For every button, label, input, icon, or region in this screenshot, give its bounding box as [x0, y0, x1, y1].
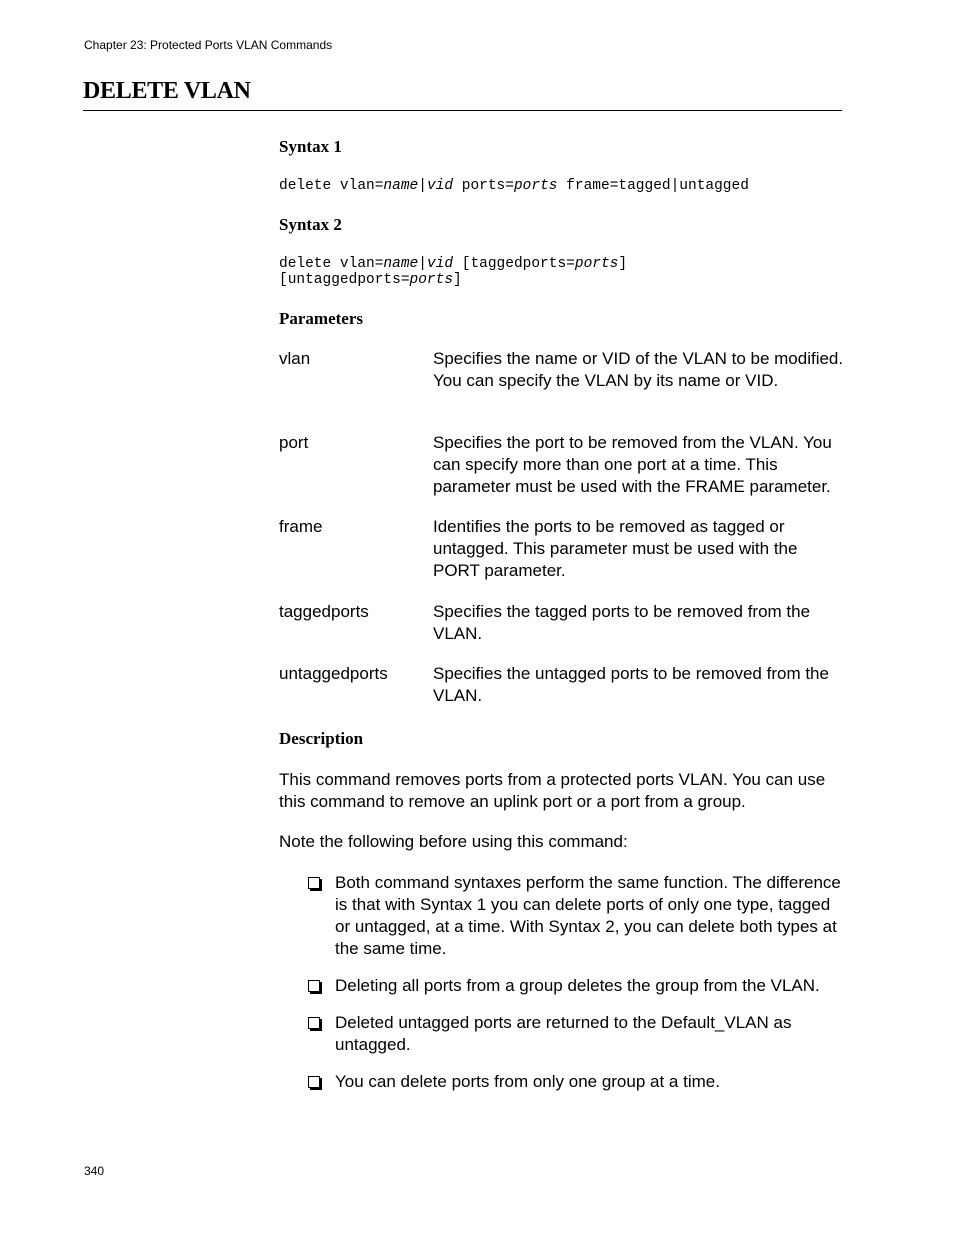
- syntax1-heading: Syntax 1: [279, 137, 342, 156]
- bullet-item: Deleted untagged ports are returned to the Default_VLAN as untagged.: [335, 1013, 792, 1054]
- param-name-taggedports: taggedports: [279, 602, 369, 621]
- param-name-vlan: vlan: [279, 349, 311, 368]
- description-heading: Description: [279, 729, 364, 748]
- checkbox-bullet-icon: [308, 877, 320, 889]
- note-intro: Note the following before using this command:: [279, 832, 628, 851]
- checkbox-bullet-icon: [308, 1076, 320, 1088]
- param-desc-port: Specifies the port to be removed from the VLAN. You can specify more than one port at a time. This parameter must be used with the FRAME parameter.: [433, 433, 832, 496]
- syntax1-code: delete vlan=name|vid ports=ports frame=tagged|untagged: [279, 178, 749, 194]
- param-name-untaggedports: untaggedports: [279, 664, 388, 683]
- page-number: 340: [84, 1164, 105, 1178]
- syntax2-code-line1: delete vlan=name|vid [taggedports=ports]: [279, 256, 628, 272]
- syntax2-heading: Syntax 2: [279, 215, 342, 234]
- running-header: Chapter 23: Protected Ports VLAN Commands: [84, 38, 333, 52]
- description-paragraph: This command removes ports from a protected ports VLAN. You can use this command to remove an uplink port or a port from a group.: [279, 770, 826, 811]
- bullet-item: Deleting all ports from a group deletes the group from the VLAN.: [335, 976, 820, 995]
- checkbox-bullet-icon: [308, 980, 320, 992]
- bullet-item: Both command syntaxes perform the same function. The difference is that with Syntax 1 you can delete ports of only one type, tagged or untagged, at a time. With Syntax 2, you can delete both types at the same time.: [335, 873, 841, 958]
- param-desc-frame: Identifies the ports to be removed as tagged or untagged. This parameter must be used with the PORT parameter.: [433, 517, 798, 580]
- bullet-item: You can delete ports from only one group at a time.: [335, 1072, 720, 1091]
- param-desc-untaggedports: Specifies the untagged ports to be removed from the VLAN.: [433, 664, 829, 705]
- title-rule: [83, 110, 842, 111]
- page-title: DELETE VLAN: [83, 78, 251, 104]
- syntax2-code-line2: [untaggedports=ports]: [279, 272, 462, 288]
- param-desc-taggedports: Specifies the tagged ports to be removed from the VLAN.: [433, 602, 811, 643]
- checkbox-bullet-icon: [308, 1017, 320, 1029]
- param-name-port: port: [279, 433, 309, 452]
- param-desc-vlan: Specifies the name or VID of the VLAN to be modified. You can specify the VLAN by its name or VID.: [433, 349, 844, 390]
- param-name-frame: frame: [279, 517, 323, 536]
- parameters-heading: Parameters: [279, 309, 364, 328]
